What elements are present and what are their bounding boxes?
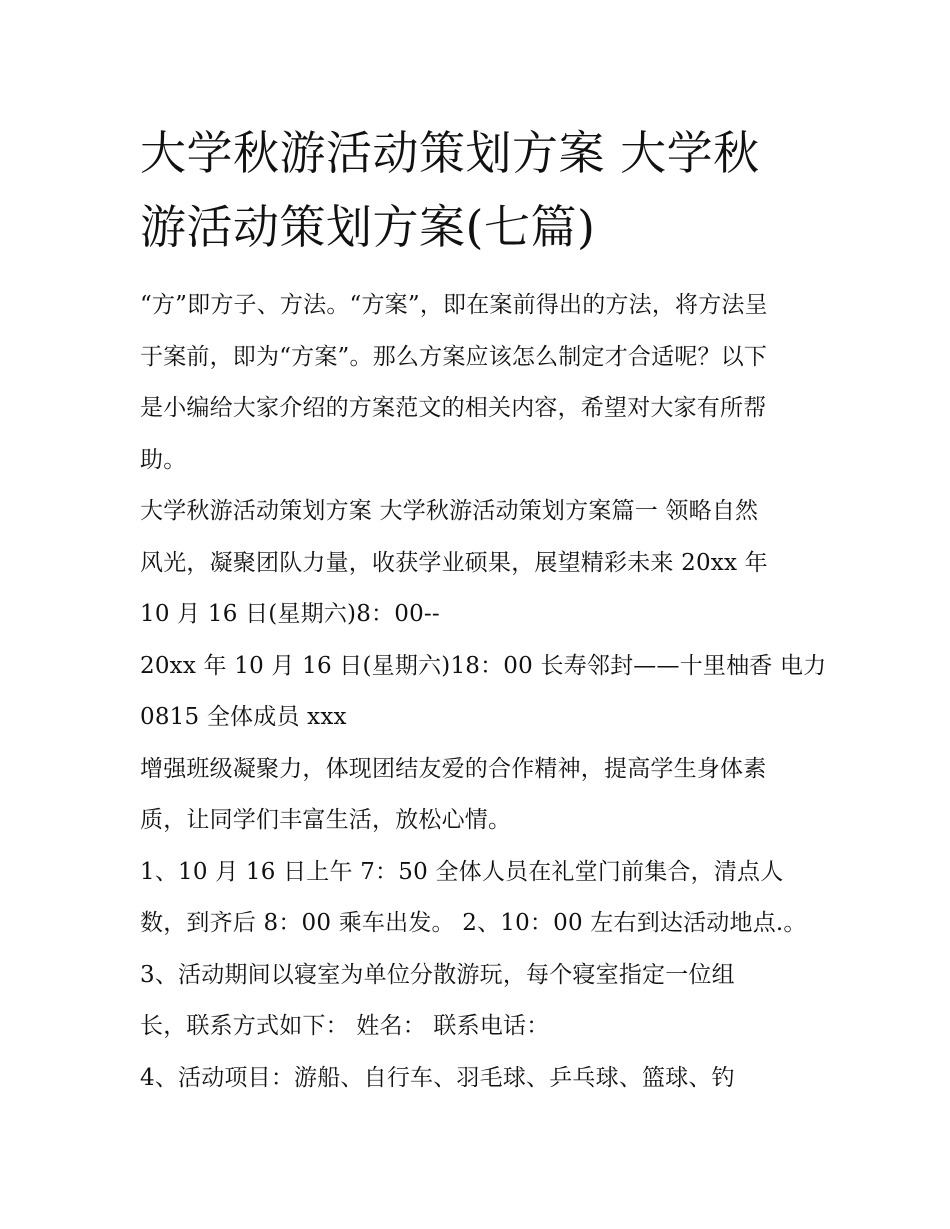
title-line-2: 游活动策划方案(七篇): [140, 200, 596, 254]
body-line-1: “方”即方子、方法。“方案”，即在案前得出的方法，将方法呈: [140, 292, 768, 318]
body-line-13: 数，到齐后 8：00 乘车出发。 2、10：00 左右到达活动地点.。: [140, 910, 807, 936]
body-line-9: 0815 全体成员 xxx: [140, 704, 347, 730]
body-line-16: 4、活动项目：游船、自行车、羽毛球、乒乓球、篮球、钓: [140, 1064, 735, 1091]
body-line-6: 风光，凝聚团队力量，收获学业硕果，展望精彩未来 20xx 年: [140, 549, 768, 576]
body-line-11: 质，让同学们丰富生活，放松心情。: [140, 807, 512, 833]
body-line-7: 10 月 16 日(星期六)8：00--: [140, 601, 440, 627]
body-line-4: 助。: [140, 446, 187, 473]
body-line-12: 1、10 月 16 日上午 7：50 全体人员在礼堂门前集合，清点人: [140, 858, 784, 885]
body-line-14: 3、活动期间以寝室为单位分散游玩，每个寝室指定一位组: [140, 961, 735, 988]
body-line-8: 20xx 年 10 月 16 日(星期六)18：00 长寿邻封——十里柚香 电力: [140, 652, 827, 679]
body-line-5: 大学秋游活动策划方案 大学秋游活动策划方案篇一 领略自然: [140, 498, 759, 524]
body-line-2: 于案前，即为“方案”。那么方案应该怎么制定才合适呢？以下: [140, 343, 768, 370]
body-line-15: 长，联系方式如下： 姓名： 联系电话：: [140, 1013, 550, 1039]
document-title: [140, 116, 812, 264]
body-line-3: 是小编给大家介绍的方案范文的相关内容，希望对大家有所帮: [140, 395, 767, 421]
title-line-1: 大学秋游活动策划方案 大学秋: [140, 126, 760, 180]
body-line-10: 增强班级凝聚力，体现团结友爱的合作精神，提高学生身体素: [140, 755, 767, 782]
document-body: [140, 280, 827, 1104]
document-page: [140, 116, 827, 1104]
